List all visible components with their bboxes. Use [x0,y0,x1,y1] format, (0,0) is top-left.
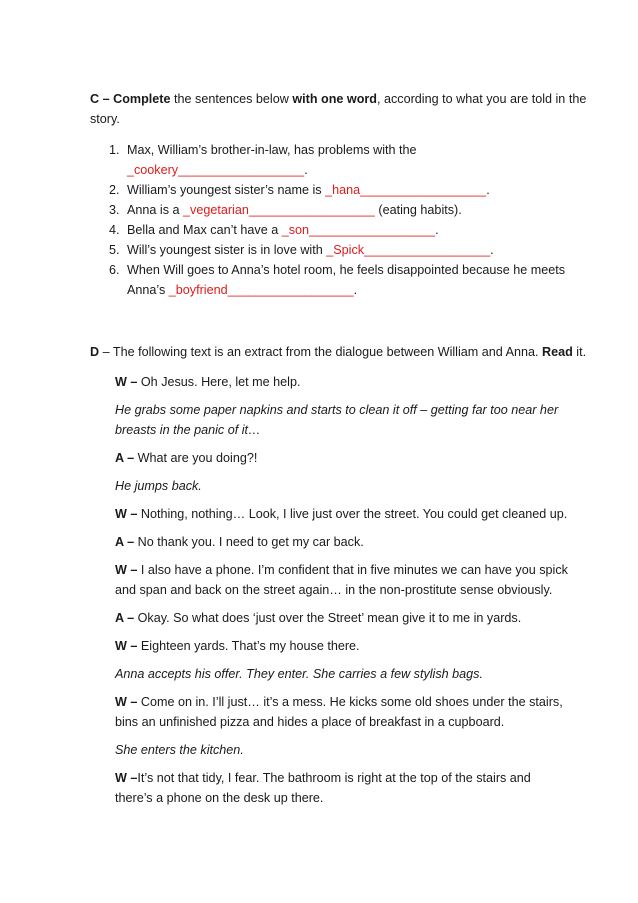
question-text: William’s youngest sister’s name is [127,183,326,197]
speaker-label: W – [115,563,141,577]
question-text: Anna is a [127,203,184,217]
speaker-label: A – [115,535,138,549]
answer-text: _Spick [326,243,365,257]
question-tail: . [353,283,358,297]
dialogue-extract [115,372,570,808]
dialogue-line [115,692,570,732]
question-tail: (eating habits). [374,203,462,217]
question-number: 4. [109,223,120,237]
section-c-text1: the sentences below [170,92,293,106]
dialogue-text: Okay. So what does ‘just over the Street’ mean give it to me in yards. [137,611,522,625]
question-tail: . [486,183,490,197]
question-item [90,260,590,300]
speaker-label: W – [115,507,141,521]
dialogue-line [115,768,570,808]
question-item [90,140,590,180]
stage-direction [115,400,570,440]
section-d [90,342,590,808]
question-number: 3. [109,203,120,217]
question-text: Max, William’s brother-in-law, has problems with the [127,143,417,157]
stage-direction [115,476,570,496]
speaker-label: A – [115,611,138,625]
question-item [90,200,590,220]
section-c-bold-phrase: with one word [292,92,377,106]
stage-direction [115,664,570,684]
dialogue-line [115,504,570,524]
question-item [90,240,590,260]
question-list [90,140,590,300]
dialogue-text: She enters the kitchen. [115,743,244,757]
section-d-verb: Read [542,345,573,359]
dialogue-line [115,608,570,628]
speaker-label: W – [115,639,141,653]
question-item [90,220,590,240]
dialogue-line [115,636,570,656]
section-d-label: D [90,345,100,359]
answer-text: _hana [325,183,361,197]
answer-blank: __________________ [178,163,305,177]
question-tail: . [435,223,439,237]
question-number: 6. [109,263,120,277]
dialogue-text: What are you doing?! [137,451,258,465]
dialogue-line [115,532,570,552]
question-tail: . [304,163,308,177]
dialogue-text: No thank you. I need to get my car back. [137,535,364,549]
question-item [90,180,590,200]
section-c-label: C [90,92,100,106]
speaker-label: A – [115,451,138,465]
dialogue-line [115,448,570,468]
answer-text: _son [281,223,310,237]
dialogue-text: Eighteen yards. That’s my house there. [140,639,360,653]
answer-text: _boyfriend [168,283,228,297]
question-text: When Will goes to Anna’s hotel room, he feels disappointed because he meets Anna’s [127,263,566,297]
speaker-label: W – [115,771,138,785]
dialogue-text: I also have a phone. I’m confident that in five minutes we can have you spick and span and back on the street again… in the non-prostitute sense obviously. [115,563,568,597]
section-c-dash: – [99,92,114,106]
dialogue-text: He jumps back. [115,479,202,493]
answer-blank: __________________ [248,203,375,217]
section-c [90,89,590,300]
question-text: Bella and Max can’t have a [127,223,282,237]
section-c-text2: , according to what you are told in the story. [90,92,587,126]
dialogue-text: It’s not that tidy, I fear. The bathroom is right at the top of the stairs and there’s a phone on the desk up there. [115,771,531,805]
answer-text: _cookery [127,163,179,177]
speaker-label: W – [115,695,141,709]
section-d-text: – The following text is an extract from the dialogue between William and Anna. [99,345,542,359]
answer-text: _vegetarian [183,203,249,217]
speaker-label: W – [115,375,141,389]
dialogue-line [115,560,570,600]
answer-blank: __________________ [227,283,354,297]
section-d-text-end: it. [572,345,587,359]
dialogue-text: He grabs some paper napkins and starts to clean it off – getting far too near her breasts in the panic of it… [115,403,559,437]
worksheet-page [90,89,590,816]
dialogue-text: Nothing, nothing… Look, I live just over the street. You could get cleaned up. [140,507,568,521]
answer-blank: __________________ [364,243,491,257]
dialogue-text: Come on in. I’ll just… it’s a mess. He kicks some old shoes under the stairs, bins an unfinished pizza and hides a place of breakfast in a cupboard. [115,695,563,729]
answer-blank: __________________ [309,223,436,237]
question-text: Will’s youngest sister is in love with [127,243,327,257]
stage-direction [115,740,570,760]
question-number: 5. [109,243,120,257]
question-tail: . [490,243,494,257]
question-number: 1. [109,143,120,157]
section-d-instructions [90,342,590,362]
dialogue-text: Oh Jesus. Here, let me help. [140,375,301,389]
answer-blank: __________________ [360,183,487,197]
section-c-verb: Complete [113,92,171,106]
dialogue-text: Anna accepts his offer. They enter. She carries a few stylish bags. [115,667,483,681]
section-c-instructions [90,89,590,129]
dialogue-line [115,372,570,392]
question-number: 2. [109,183,120,197]
